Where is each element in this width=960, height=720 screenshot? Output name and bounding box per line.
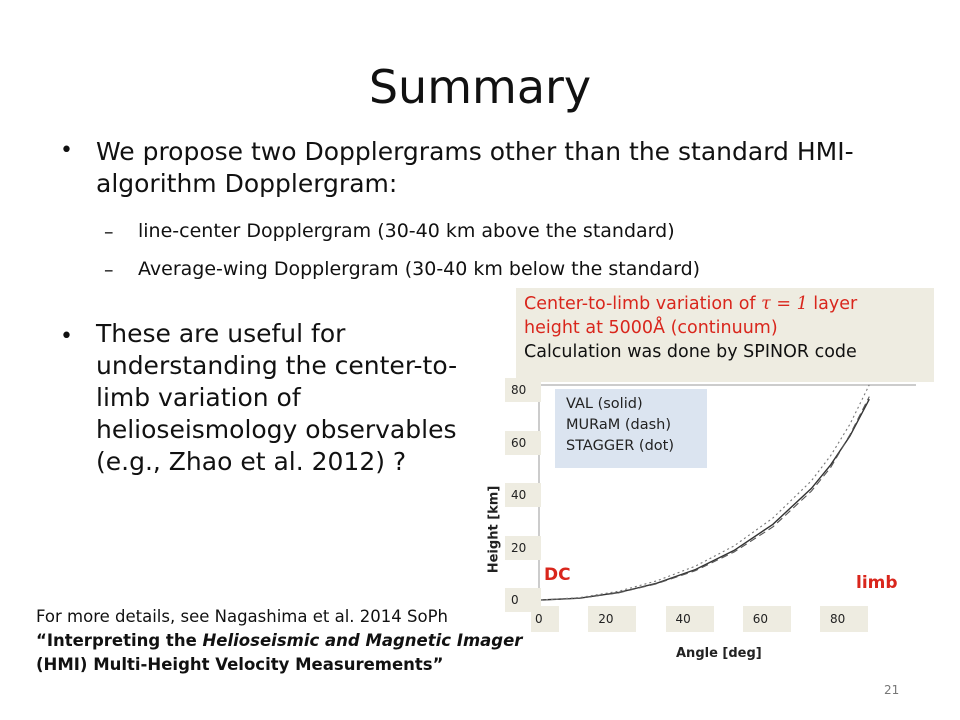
x-tick-label: 40 — [666, 606, 714, 632]
page-number: 21 — [884, 683, 900, 697]
legend-entry-val: VAL (solid) — [566, 396, 643, 412]
reference-line-3 — [36, 653, 556, 677]
annotation-limb: limb — [856, 573, 898, 593]
y-tick-label: 20 — [505, 536, 541, 560]
reference-italic-title: Helioseismic and Magnetic Imager — [202, 631, 523, 650]
reference-title-end: (HMI) Multi-Height Velocity Measurements” — [36, 655, 444, 674]
y-tick-label: 80 — [505, 378, 541, 402]
x-tick-label: 80 — [820, 606, 868, 632]
callout-line-2: height at 5000Å (continuum) — [524, 318, 778, 338]
callout-line-1-suffix: layer — [807, 294, 858, 314]
y-axis-label: Height [km] — [486, 485, 502, 574]
bullet-marker: • — [60, 324, 73, 349]
bullet-marker: • — [60, 138, 73, 163]
reference-line-1: For more details, see Nagashima et al. 2014 SoPh — [36, 607, 448, 626]
y-tick-label: 0 — [505, 588, 541, 612]
reference-note — [36, 605, 556, 677]
chart-legend — [555, 389, 707, 468]
slide-title: Summary — [368, 60, 592, 114]
legend-entry-muram: MURaM (dash) — [566, 417, 672, 433]
x-tick-label: 20 — [588, 606, 636, 632]
callout-math-tau: τ = 1 — [761, 294, 808, 314]
x-tick-label: 0 — [531, 606, 559, 632]
sub-bullet-average-wing: Average-wing Dopplergram (30-40 km below the standard) — [138, 258, 701, 280]
sub-bullet-line-center: line-center Dopplergram (30-40 km above the standard) — [138, 220, 675, 242]
callout-line-1-prefix: Center-to-limb variation of — [524, 294, 762, 314]
callout-box — [516, 288, 934, 382]
annotation-dc: DC — [544, 565, 571, 585]
y-tick-label: 60 — [505, 431, 541, 455]
x-tick-label: 60 — [743, 606, 791, 632]
reference-quote-open: “Interpreting the — [36, 631, 203, 650]
reference-line-2 — [36, 629, 556, 653]
callout-line-1 — [524, 292, 934, 316]
bullet-text-dopplergrams: We propose two Dopplergrams other than the standard HMI-algorithm Dopplergram: — [96, 137, 854, 198]
bullet-text-usefulness: These are useful for understanding the center-to-limb variation of helioseismology observables (e.g., Zhao et al. 2012) ? — [96, 319, 458, 476]
x-axis-label: Angle [deg] — [676, 646, 762, 661]
sub-bullet-marker: – — [104, 221, 114, 243]
y-tick-label: 40 — [505, 483, 541, 507]
sub-bullet-marker: – — [104, 259, 114, 281]
legend-entry-stagger: STAGGER (dot) — [566, 438, 674, 454]
callout-line-3: Calculation was done by SPINOR code — [524, 342, 857, 362]
